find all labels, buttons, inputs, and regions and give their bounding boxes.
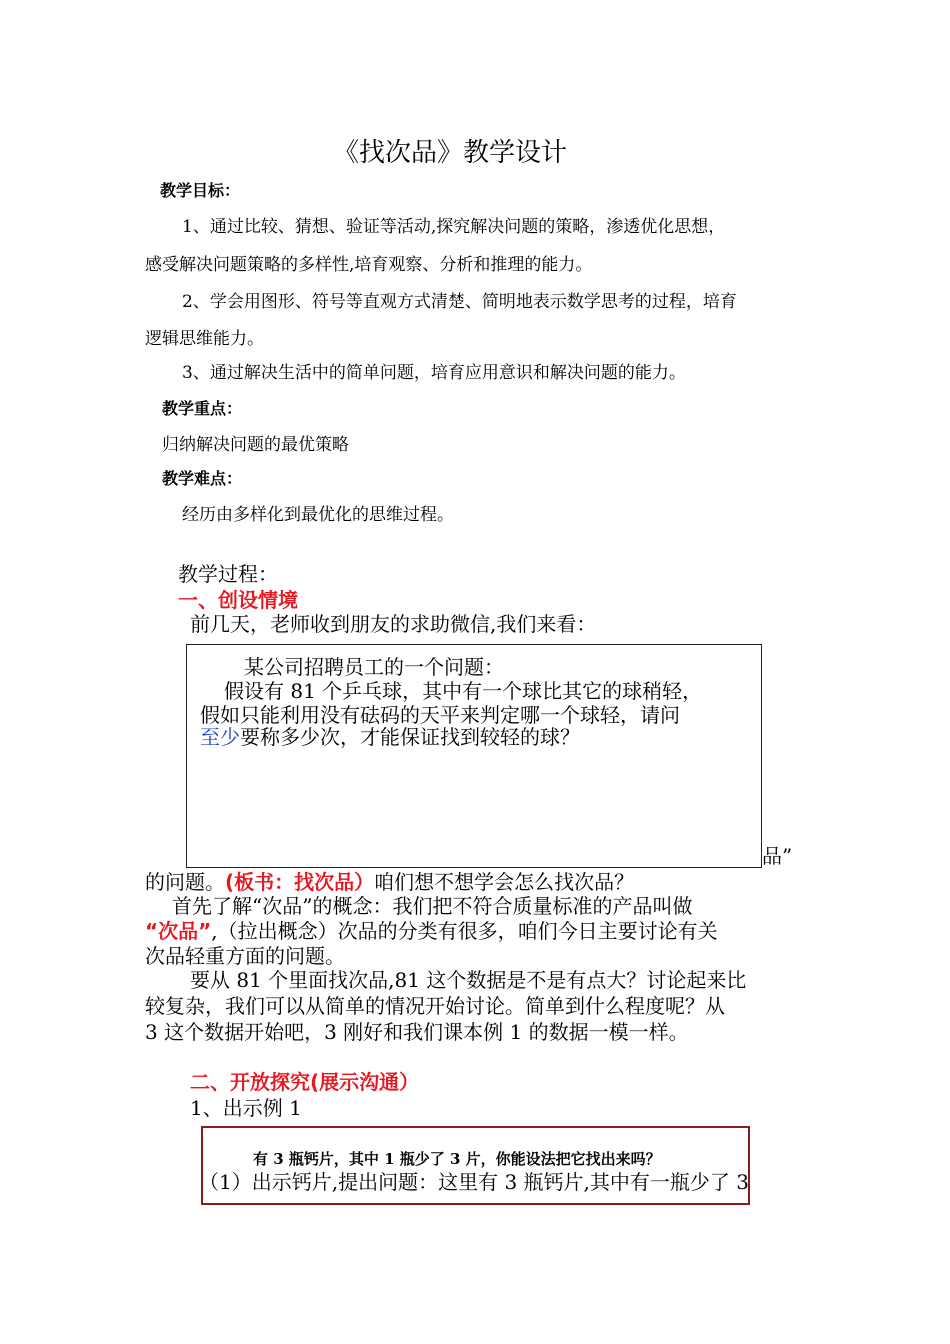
wechat-question-box (186, 644, 762, 868)
paragraph-1-text-a: 的问题。 (145, 870, 225, 894)
goals-heading: 教学目标： (160, 181, 241, 200)
paragraph-3-line-2: 较复杂，我们可以从简单的情况开始讨论。简单到什么程度呢？从 (145, 994, 725, 1018)
difficulty-text: 经历由多样化到最优化的思维过程。 (182, 505, 454, 525)
box-1-line-2: 假设有 81 个乒乓球，其中有一个球比其它的球稍轻， (224, 679, 703, 703)
hidden-text-tail: 品” (762, 844, 793, 868)
defective-term: “次品” (145, 919, 212, 943)
box-1-line-4-rest: 要称多少次，才能保证找到较轻的球？ (240, 725, 580, 749)
goal-2-line-2: 逻辑思维能力。 (145, 329, 264, 349)
goal-2-line-1: 2、学会用图形、符号等直观方式清楚、简明地表示数学思考的过程，培育 (182, 292, 737, 312)
example-heading: 1、出示例 1 (190, 1096, 302, 1120)
key-heading: 教学重点： (162, 399, 243, 418)
page-title: 《找次品》教学设计 (332, 138, 567, 168)
goal-3: 3、通过解决生活中的简单问题，培育应用意识和解决问题的能力。 (182, 363, 686, 383)
paragraph-2-line-3: 次品轻重方面的问题。 (145, 944, 345, 968)
paragraph-3-line-3: 3 这个数据开始吧，3 刚好和我们课本例 1 的数据一模一样。 (145, 1020, 689, 1044)
box-1-line-4 (200, 721, 580, 750)
difficulty-heading: 教学难点： (162, 469, 243, 488)
highlight-at-least: 至少 (200, 725, 240, 749)
box-1-line-3: 假如只能利用没有砝码的天平来判定哪一个球轻，请问 (200, 703, 680, 727)
section-1-intro: 前几天，老师收到朋友的求助微信,我们来看： (190, 612, 597, 636)
process-heading: 教学过程： (178, 562, 278, 586)
paragraph-1-text-b: 咱们想不想学会怎么找次品？ (374, 870, 635, 894)
board-note: (板书：找次品） (225, 870, 375, 894)
example-1-question: 有 3 瓶钙片，其中 1 瓶少了 3 片，你能设法把它找出来吗？ (253, 1150, 661, 1168)
paragraph-2-line-2-rest: ,（拉出概念）次品的分类有很多，咱们今日主要讨论有关 (211, 919, 718, 943)
section-1-heading: 一、创设情境 (178, 588, 298, 612)
key-text: 归纳解决问题的最优策略 (162, 435, 349, 455)
box-1-line-1: 某公司招聘员工的一个问题： (244, 655, 504, 679)
paragraph-2-line-1: 首先了解“次品”的概念：我们把不符合质量标准的产品叫做 (172, 894, 693, 918)
example-1-box (201, 1126, 750, 1205)
goal-1-line-2: 感受解决问题策略的多样性,培育观察、分析和推理的能力。 (145, 255, 593, 275)
paragraph-4-line-1: （1）出示钙片,提出问题：这里有 3 瓶钙片,其中有一瓶少了 3 (199, 1170, 749, 1194)
goal-1-line-1: 1、通过比较、猜想、验证等活动,探究解决问题的策略，渗透优化思想， (182, 217, 726, 237)
section-2-heading: 二、开放探究(展示沟通） (190, 1070, 420, 1094)
paragraph-3-line-1: 要从 81 个里面找次品,81 这个数据是不是有点大？讨论起来比 (190, 968, 747, 992)
